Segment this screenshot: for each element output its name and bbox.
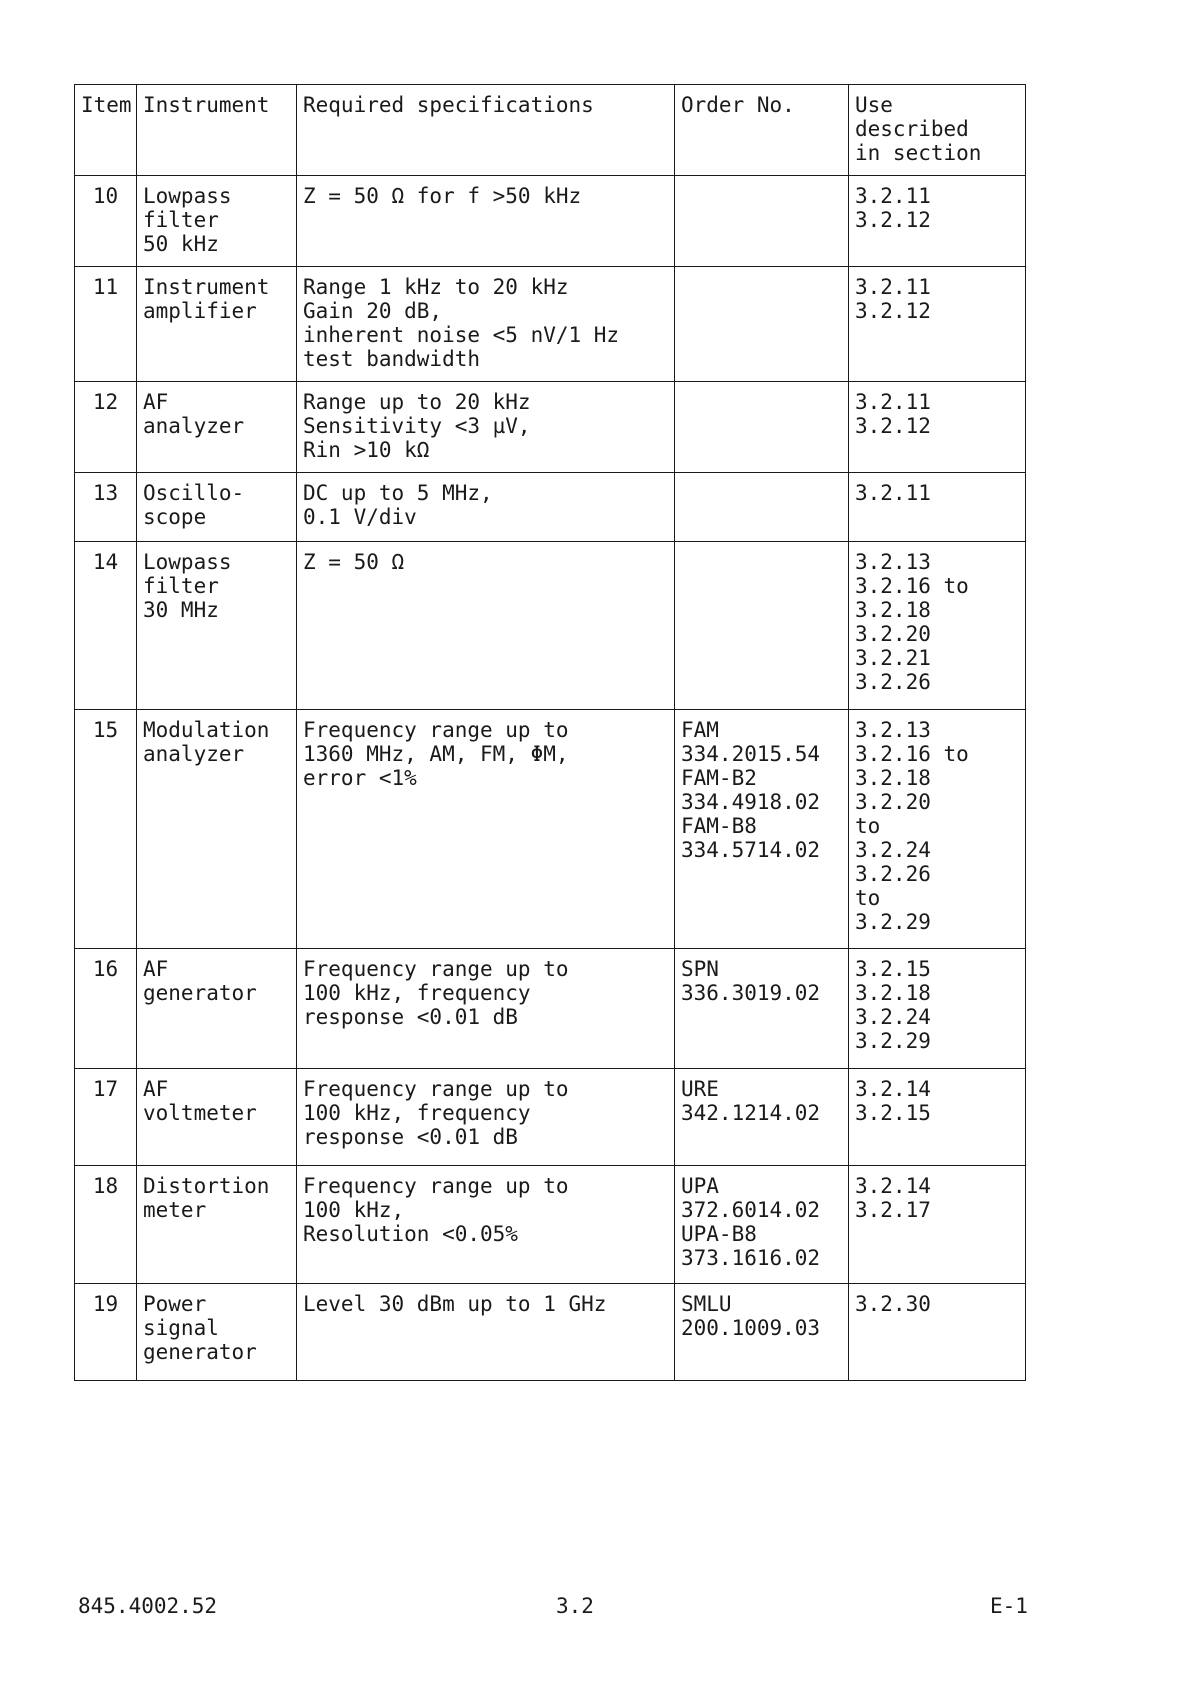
item-cell: 17 bbox=[75, 1069, 137, 1166]
header-item: Item bbox=[75, 85, 137, 176]
specs-cell: Z = 50 Ω bbox=[297, 542, 675, 710]
header-use: Use described in section bbox=[849, 85, 1026, 176]
instrument-cell: Distortion meter bbox=[137, 1166, 297, 1284]
instrument-cell: Lowpass filter 50 kHz bbox=[137, 176, 297, 267]
instrument-cell: AF generator bbox=[137, 949, 297, 1069]
specs-cell: Range 1 kHz to 20 kHz Gain 20 dB, inherent noise <5 nV/1 Hz test bandwidth bbox=[297, 267, 675, 382]
page-number: E-1 bbox=[990, 1594, 1028, 1618]
use-cell: 3.2.15 3.2.18 3.2.24 3.2.29 bbox=[849, 949, 1026, 1069]
document-number: 845.4002.52 bbox=[78, 1594, 218, 1618]
item-cell: 11 bbox=[75, 267, 137, 382]
order-cell bbox=[675, 473, 849, 542]
table-row bbox=[75, 1069, 1026, 1166]
order-cell: UPA 372.6014.02 UPA-B8 373.1616.02 bbox=[675, 1166, 849, 1284]
item-cell: 12 bbox=[75, 382, 137, 473]
item-cell: 10 bbox=[75, 176, 137, 267]
instrument-cell: Lowpass filter 30 MHz bbox=[137, 542, 297, 710]
header-order: Order No. bbox=[675, 85, 849, 176]
order-cell: FAM 334.2015.54 FAM-B2 334.4918.02 FAM-B8 334.5714.02 bbox=[675, 710, 849, 949]
use-cell: 3.2.11 3.2.12 bbox=[849, 382, 1026, 473]
table-row bbox=[75, 473, 1026, 542]
use-cell: 3.2.11 3.2.12 bbox=[849, 267, 1026, 382]
item-cell: 19 bbox=[75, 1284, 137, 1381]
item-cell: 13 bbox=[75, 473, 137, 542]
table-row bbox=[75, 382, 1026, 473]
table-row bbox=[75, 267, 1026, 382]
order-cell bbox=[675, 267, 849, 382]
specs-cell: Z = 50 Ω for f >50 kHz bbox=[297, 176, 675, 267]
item-cell: 14 bbox=[75, 542, 137, 710]
specs-cell: Level 30 dBm up to 1 GHz bbox=[297, 1284, 675, 1381]
table-row bbox=[75, 1284, 1026, 1381]
table-row bbox=[75, 1166, 1026, 1284]
instrument-cell: Oscillo- scope bbox=[137, 473, 297, 542]
specs-cell: Frequency range up to 100 kHz, frequency response <0.01 dB bbox=[297, 949, 675, 1069]
specs-cell: DC up to 5 MHz, 0.1 V/div bbox=[297, 473, 675, 542]
use-cell: 3.2.14 3.2.17 bbox=[849, 1166, 1026, 1284]
order-cell bbox=[675, 542, 849, 710]
use-cell: 3.2.13 3.2.16 to 3.2.18 3.2.20 3.2.21 3.2.26 bbox=[849, 542, 1026, 710]
instrument-cell: Instrument amplifier bbox=[137, 267, 297, 382]
table-header-row bbox=[75, 85, 1026, 176]
item-cell: 18 bbox=[75, 1166, 137, 1284]
instrument-cell: Modulation analyzer bbox=[137, 710, 297, 949]
specs-cell: Frequency range up to 100 kHz, frequency response <0.01 dB bbox=[297, 1069, 675, 1166]
table-row bbox=[75, 949, 1026, 1069]
instrument-cell: AF analyzer bbox=[137, 382, 297, 473]
item-cell: 15 bbox=[75, 710, 137, 949]
table-row bbox=[75, 176, 1026, 267]
item-cell: 16 bbox=[75, 949, 137, 1069]
use-cell: 3.2.11 3.2.12 bbox=[849, 176, 1026, 267]
header-specs: Required specifications bbox=[297, 85, 675, 176]
use-cell: 3.2.13 3.2.16 to 3.2.18 3.2.20 to 3.2.24 3.2.26 to 3.2.29 bbox=[849, 710, 1026, 949]
specs-cell: Range up to 20 kHz Sensitivity <3 µV, Rin >10 kΩ bbox=[297, 382, 675, 473]
order-cell bbox=[675, 176, 849, 267]
use-cell: 3.2.11 bbox=[849, 473, 1026, 542]
specs-cell: Frequency range up to 100 kHz, Resolution <0.05% bbox=[297, 1166, 675, 1284]
table-row bbox=[75, 542, 1026, 710]
header-instrument: Instrument bbox=[137, 85, 297, 176]
use-cell: 3.2.14 3.2.15 bbox=[849, 1069, 1026, 1166]
order-cell bbox=[675, 382, 849, 473]
specs-cell: Frequency range up to 1360 MHz, AM, FM, ΦM, error <1% bbox=[297, 710, 675, 949]
section-number: 3.2 bbox=[556, 1594, 594, 1618]
order-cell: SPN 336.3019.02 bbox=[675, 949, 849, 1069]
order-cell: SMLU 200.1009.03 bbox=[675, 1284, 849, 1381]
table-row bbox=[75, 710, 1026, 949]
instrument-cell: AF voltmeter bbox=[137, 1069, 297, 1166]
order-cell: URE 342.1214.02 bbox=[675, 1069, 849, 1166]
instrument-cell: Power signal generator bbox=[137, 1284, 297, 1381]
use-cell: 3.2.30 bbox=[849, 1284, 1026, 1381]
instrument-table bbox=[74, 84, 1026, 1381]
